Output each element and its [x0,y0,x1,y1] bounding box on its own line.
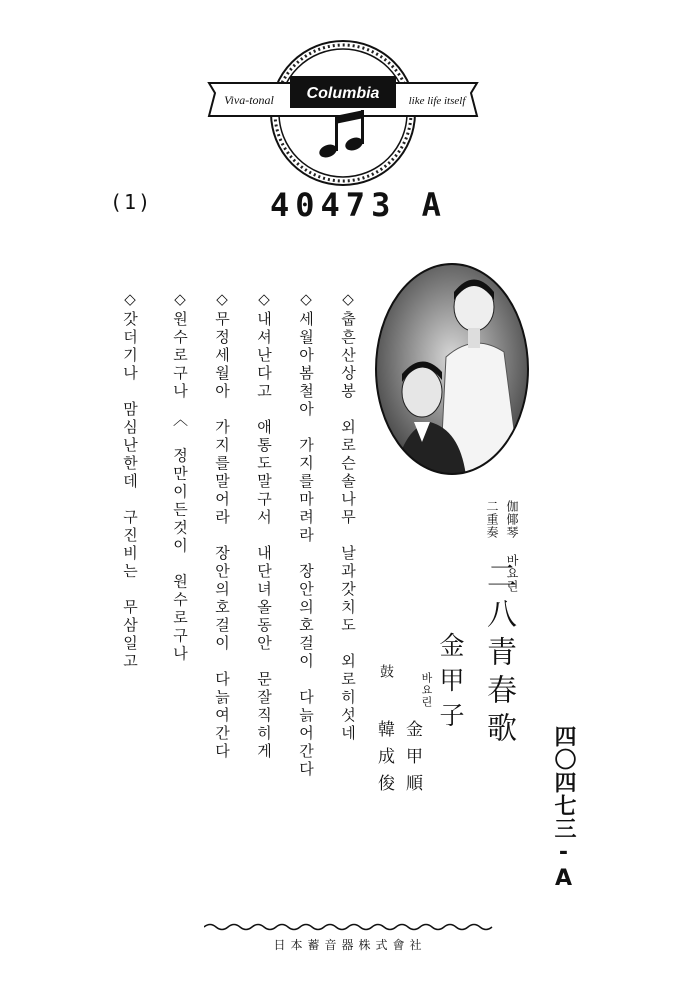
portrait-photo [374,262,530,476]
lyric-line-6: ◇갓더기나 맘심난한데 구진비는 무삼일고 [121,290,139,671]
footer-divider [204,922,496,932]
company-name: 日本蓄音器株式會社 [273,938,427,952]
music-note-icon [317,110,364,160]
violin-player: 金甲順 [402,720,422,801]
lyric-line-2: ◇세월아봄철아 가지를마려라 장안의호걸이 다늙어간다 [297,290,315,779]
lyric-line-5: ◇원수로구나 〈 정만이든것이 원수로구나 [171,290,189,664]
drum-label: 鼓 [378,664,394,679]
drum-player: 韓成俊 [374,720,394,801]
logo-left-motto: Viva-tonal [224,93,274,107]
page-number: (1) [110,190,153,214]
song-title: 二八青春歌 [481,560,516,750]
singer-main: 金甲子 [436,632,465,737]
violin-label: 바요린 [420,672,433,708]
lyric-line-1: ◇춥흔산상봉 외로슨솔나무 날과갓치도 외로히섯네 [339,290,357,743]
columbia-logo [205,38,481,188]
logo-right-motto: like life itself [408,95,466,107]
side-number: 四〇四七三-A [551,725,576,892]
genre-duet: 二重奏 [485,500,499,539]
lyric-line-3: ◇내셔난다고 애통도말구서 내단녀올동안 문잘직히게 [255,290,273,761]
lyric-line-4: ◇무정세월아 가지를말어라 장안의호걸이 다늙여간다 [213,290,231,761]
catalog-number: 40473 A [270,186,447,224]
logo-brand: Columbia [306,85,380,102]
genre-instruments: 伽倻琴 바요린 [505,500,519,593]
